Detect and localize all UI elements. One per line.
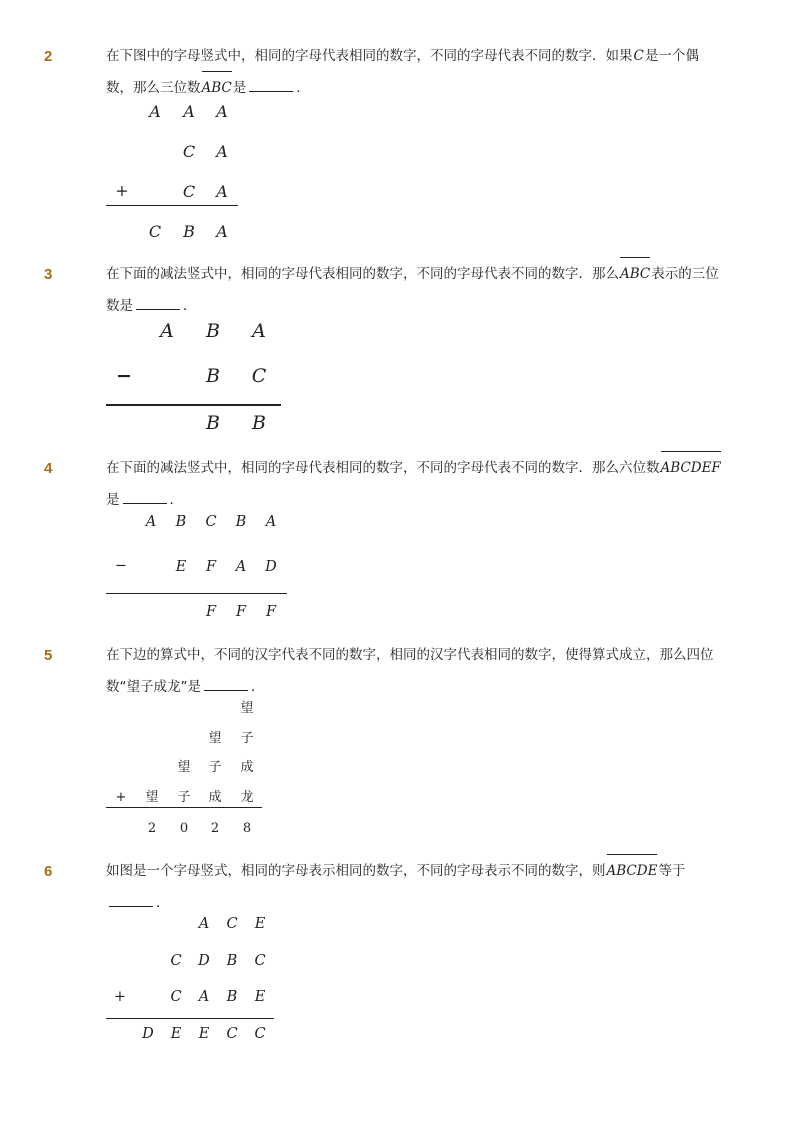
question-number: 4 [44,460,53,477]
eq-cell: A [149,102,161,121]
eq-cell: 望 [177,760,191,775]
question-text: 在下图中的字母竖式中，相同的字母代表相同的数字，不同的字母代表不同的数字．如果C是一个偶数，那么三位数ABC是 ． [106,40,722,104]
question-number: 5 [44,647,53,664]
question-text: 如图是一个字母竖式，相同的字母表示相同的数字，不同的字母表示不同的数字，则ABCDE等于． [106,855,722,919]
eq-cell: A [252,320,266,342]
difference-line [106,593,287,594]
question-number: 6 [44,863,53,880]
eq-cell: D [198,953,210,969]
answer-blank[interactable] [109,892,153,907]
eq-cell: A [216,102,228,121]
eq-cell: B [226,953,238,969]
eq-cell: E [254,989,266,1005]
eq-cell: B [235,514,247,530]
eq-cell: C [226,1026,238,1042]
eq-cell: F [265,604,277,620]
eq-cell: 望 [145,790,159,805]
eq-cell: 2 [147,821,157,836]
answer-blank[interactable] [136,295,180,310]
eq-cell: A [145,514,157,530]
sum-line [106,205,238,206]
eq-cell: E [170,1026,182,1042]
eq-cell: C [251,365,267,387]
question-text: 在下边的算式中，不同的汉字代表不同的数字，相同的汉字代表相同的数字，使得算式成立，那么四位数“望子成龙”是 ． [106,647,714,695]
eq-cell: 2 [210,821,220,836]
eq-cell: C [182,142,196,161]
eq-cell: 成 [208,790,222,805]
eq-cell: B [183,222,195,241]
eq-cell: A [265,514,277,530]
eq-cell: 子 [208,760,222,775]
answer-blank[interactable] [249,77,293,92]
eq-cell: C [254,1026,266,1042]
eq-cell: F [235,604,247,620]
eq-cell: B [206,365,220,387]
eq-cell: C [170,989,182,1005]
math-overline: ABCDE [607,855,658,887]
plus-operator: + [115,790,127,805]
eq-cell: C [148,222,162,241]
eq-cell: A [235,559,247,575]
answer-blank[interactable] [204,676,248,691]
eq-cell: A [216,182,228,201]
math-overline: ABC [202,72,232,104]
eq-cell: A [160,320,174,342]
eq-cell: 望 [240,701,254,716]
eq-cell: 子 [177,790,191,805]
eq-cell: B [252,412,266,434]
eq-cell: 8 [242,821,252,836]
question-number: 3 [44,266,53,283]
eq-cell: F [205,604,217,620]
eq-cell: A [183,102,195,121]
eq-cell: B [175,514,187,530]
answer-blank[interactable] [123,489,167,504]
eq-cell: 0 [179,821,189,836]
eq-cell: 龙 [240,790,254,805]
eq-cell: F [205,559,217,575]
eq-cell: E [254,916,266,932]
eq-cell: A [216,222,228,241]
math-var: C [633,48,644,64]
eq-cell: 成 [240,760,254,775]
math-overline: ABC [620,258,650,290]
eq-cell: 望 [208,731,222,746]
eq-cell: D [265,559,277,575]
minus-operator: − [114,558,128,574]
eq-cell: C [182,182,196,201]
eq-cell: C [170,953,182,969]
question-text: 在下面的减法竖式中，相同的字母代表相同的数字，不同的字母代表不同的数字．那么ABC表示的三位数是 ． [106,258,722,322]
difference-line [106,404,281,406]
eq-cell: B [226,989,238,1005]
eq-cell: D [142,1026,154,1042]
eq-cell: 子 [240,731,254,746]
eq-cell: C [254,953,266,969]
plus-operator: + [115,181,129,200]
sum-line [106,1018,274,1019]
eq-cell: A [198,989,210,1005]
eq-cell: C [205,514,217,530]
eq-cell: E [198,1026,210,1042]
eq-cell: E [175,559,187,575]
eq-cell: B [206,412,220,434]
question-number: 2 [44,48,53,65]
plus-operator: + [113,989,127,1005]
eq-cell: B [206,320,220,342]
eq-cell: A [198,916,210,932]
eq-cell: C [226,916,238,932]
sum-line [106,807,262,808]
math-overline: ABCDEF [661,452,721,484]
question-text: 在下面的减法竖式中，相同的字母代表相同的数字，不同的字母代表不同的数字．那么六位数ABCDEF是 ． [106,452,722,516]
eq-cell: A [216,142,228,161]
minus-operator: − [116,365,132,387]
